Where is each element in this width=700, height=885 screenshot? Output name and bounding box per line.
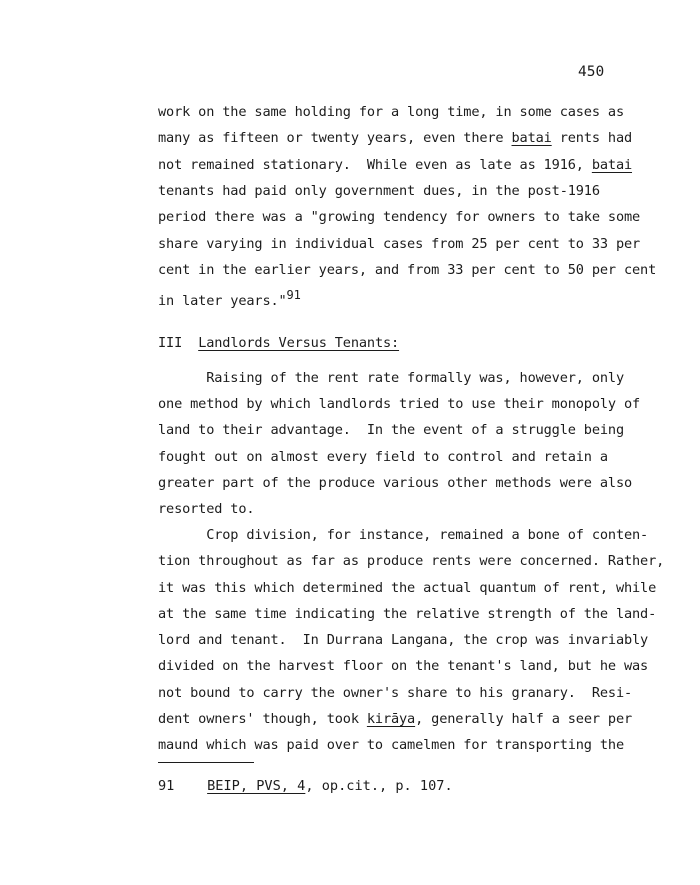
- text-line: share varying in individual cases from 25 per cent to 33 per: [158, 236, 641, 252]
- text-line: at the same time indicating the relative strength of the land-: [158, 606, 657, 622]
- footnote-ref: 91: [286, 288, 301, 302]
- text-line: land to their advantage. In the event of a struggle being: [158, 422, 624, 438]
- text-line: maund which was paid over to camelmen for transporting the: [158, 737, 624, 753]
- section-heading: III Landlords Versus Tenants:: [158, 335, 400, 351]
- page-number: 450: [578, 64, 605, 80]
- text-line: tenants had paid only government dues, in the post-1916: [158, 183, 600, 199]
- text-line: many as fifteen or twenty years, even there batai rents had: [158, 130, 633, 146]
- text-line: not bound to carry the owner's share to his granary. Resi-: [158, 685, 633, 701]
- text-line: tion throughout as far as produce rents were concerned. Rather,: [158, 553, 665, 569]
- text-line: it was this which determined the actual quantum of rent, while: [158, 580, 657, 596]
- text-line: Crop division, for instance, remained a bone of conten-: [158, 527, 649, 543]
- text-line: Raising of the rent rate formally was, however, only: [158, 370, 624, 386]
- text-line: one method by which landlords tried to use their monopoly of: [158, 396, 641, 412]
- underlined-term: kirāya: [366, 711, 416, 727]
- underlined-term: batai: [511, 130, 552, 146]
- footnote-number: 91: [158, 778, 175, 794]
- text-line: divided on the harvest floor on the tenant's land, but he was: [158, 658, 649, 674]
- text-line: dent owners' though, took kirāya, generally half a seer per: [158, 711, 633, 727]
- text-line: work on the same holding for a long time, in some cases as: [158, 104, 624, 120]
- text-line: greater part of the produce various other methods were also: [158, 475, 633, 491]
- underlined-term: batai: [591, 157, 633, 173]
- text-line: lord and tenant. In Durrana Langana, the crop was invariably: [158, 632, 649, 648]
- footnote-divider: [158, 762, 254, 763]
- text-line: in later years."$^{91}$: [158, 288, 301, 309]
- text-line: not remained stationary. While even as late as 1916, batai: [158, 157, 633, 173]
- section-title: Landlords Versus Tenants:: [198, 335, 400, 351]
- text-line: resorted to.: [158, 501, 255, 517]
- text-line: period there was a "growing tendency for owners to take some: [158, 209, 641, 225]
- text-line: cent in the earlier years, and from 33 per cent to 50 per cent: [158, 262, 657, 278]
- text-line: fought out on almost every field to control and retain a: [158, 449, 608, 465]
- footnote: 91 BEIP, PVS, 4, op.cit., p. 107.: [158, 778, 453, 794]
- footnote-source: BEIP, PVS, 4: [207, 778, 306, 794]
